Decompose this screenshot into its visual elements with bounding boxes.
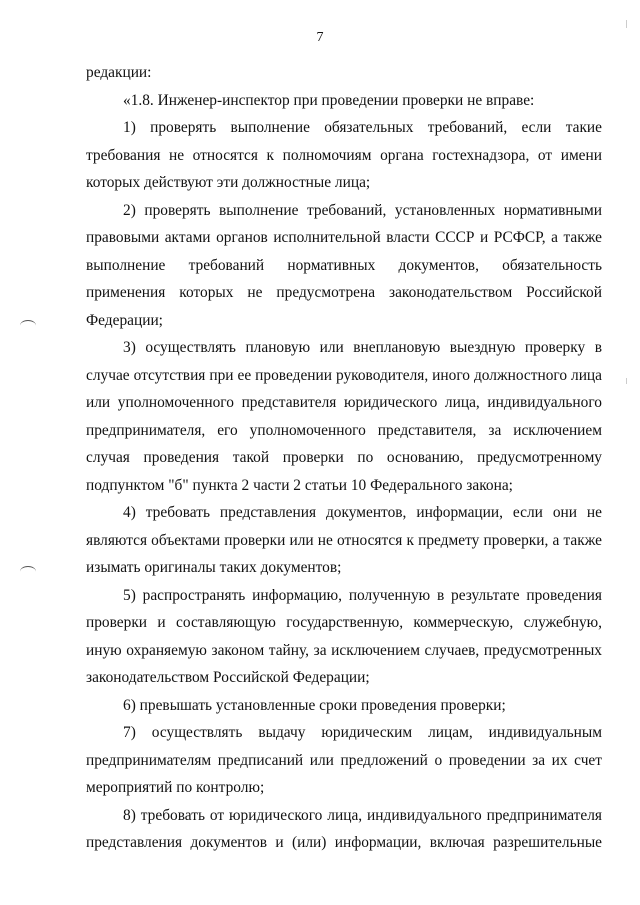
paragraph-item-8: 8) требовать от юридического лица, индивидуального предпринимателя представления документов и (или) информации, включая разрешительные [86,806,602,851]
hole-punch-mark [20,566,36,577]
paragraph-item-7: 7) осуществлять выдачу юридическим лицам, индивидуальным предпринимателям предписаний или предложений о проведении за их счет мероприятий по контролю; [86,724,602,796]
document-body [86,59,602,857]
scan-artifact [626,20,627,28]
paragraph-item-1: 1) проверять выполнение обязательных требований, если такие требования не относятся к полномочиям органа гостехнадзора, от имени которых действуют эти должностные лица; [86,119,602,191]
paragraph-item-6: 6) превышать установленные сроки проведения проверки; [123,696,506,714]
scan-artifact [626,378,627,384]
paragraph-continuation: редакции: [86,64,152,81]
hole-punch-mark [20,320,36,331]
paragraph-item-5: 5) распространять информацию, полученную в результате проведения проверки и составляющую государственную, коммерческую, служебную, иную охраняемую законом тайну, за исключением случаев, предусмотренных законодательством Российской Федерации; [86,586,602,686]
paragraph-clause-1-8: «1.8. Инженер-инспектор при проведении проверки не вправе: [123,91,535,109]
paragraph-item-3: 3) осуществлять плановую или внеплановую выездную проверку в случае отсутствия при ее проведении руководителя, иного должностного лица или уполномоченного представителя юридического лица, индивидуального предпринимателя, его уполномоченного представителя, за исключением случая проведения такой проверки по основанию, предусмотренному подпунктом "б" пункта 2 части 2 статьи 10 Федерального закона; [86,339,602,494]
page-number: 7 [316,30,324,45]
paragraph-item-2: 2) проверять выполнение требований, установленных нормативными правовыми актами органов исполнительной власти СССР и РСФСР, а также выполнение требований нормативных документов, обязательность применения которых не предусмотрена законодательством Российской Федерации; [86,201,602,329]
paragraph-item-4: 4) требовать представления документов, информации, если они не являются объектами проверки или не относятся к предмету проверки, а также изымать оригиналы таких документов; [86,504,602,576]
